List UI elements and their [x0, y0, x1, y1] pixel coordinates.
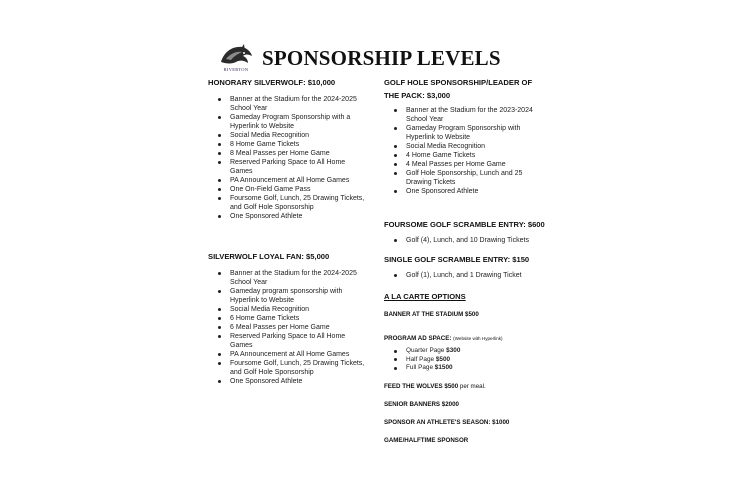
list-item	[406, 347, 549, 356]
ad-option-label: Quarter Page	[406, 347, 445, 354]
feed-option	[384, 382, 549, 391]
list-item: Social Media Recognition	[406, 142, 549, 151]
list-item: One On-Field Game Pass	[230, 185, 368, 194]
ad-option-label: Half Page	[406, 355, 435, 363]
list-item: 8 Meal Passes per Home Game	[230, 149, 368, 158]
foursome-list	[384, 236, 549, 245]
program-ad-label	[384, 334, 549, 343]
foursome-heading: FOURSOME GOLF SCRAMBLE ENTRY: $600	[384, 220, 545, 229]
golf-hole-heading-line2: THE PACK: $3,000	[384, 91, 451, 100]
loyal-section	[208, 252, 368, 386]
list-item: Gameday Program Sponsorship with Hyperlink to Website	[406, 124, 549, 142]
golf-hole-list	[384, 106, 549, 196]
list-item: 6 Meal Passes per Home Game	[230, 323, 368, 332]
list-item: Social Media Recognition	[230, 305, 368, 314]
program-ad-note: (Website with Hyperlink)	[453, 336, 503, 341]
right-column	[384, 78, 549, 445]
list-item: Banner at the Stadium for the 2023-2024 School Year	[406, 106, 549, 124]
ad-option-price: $300	[446, 347, 461, 354]
loyal-heading: SILVERWOLF LOYAL FAN: $5,000	[208, 252, 330, 261]
list-item: Foursome Golf, Lunch, 25 Drawing Tickets, and Golf Hole Sponsorship	[230, 194, 368, 212]
list-item: 6 Home Game Tickets	[230, 314, 368, 323]
list-item: Banner at the Stadium for the 2024-2025 School Year	[230, 95, 368, 113]
banner-option: BANNER AT THE STADIUM $500	[384, 311, 479, 318]
honorary-section	[208, 78, 368, 221]
list-item: Golf (1), Lunch, and 1 Drawing Ticket	[406, 271, 549, 280]
golf-hole-heading-line1: GOLF HOLE SPONSORSHIP/LEADER OF	[384, 78, 533, 87]
ad-options-list	[384, 347, 549, 373]
list-item	[406, 364, 549, 373]
list-item: PA Announcement at All Home Games	[230, 176, 368, 185]
list-item: PA Announcement at All Home Games	[230, 350, 368, 359]
list-item: Reserved Parking Space to All Home Games	[230, 158, 368, 176]
list-item: 8 Home Game Tickets	[230, 140, 368, 149]
list-item: One Sponsored Athlete	[406, 187, 549, 196]
list-item	[406, 356, 549, 365]
ad-option-label: Full Page	[406, 364, 433, 371]
loyal-list	[208, 269, 368, 386]
list-item: Gameday Program Sponsorship with a Hyperlink to Website	[230, 113, 368, 131]
list-item: One Sponsored Athlete	[230, 377, 368, 386]
senior-banner-option: SENIOR BANNERS $2000	[384, 400, 459, 408]
ad-option-price: $500	[435, 355, 451, 363]
list-item: Golf (4), Lunch, and 10 Drawing Tickets	[406, 236, 549, 245]
left-column	[208, 78, 368, 386]
athlete-option: SPONSOR AN ATHLETE'S SEASON: $1000	[384, 418, 510, 426]
list-item: Banner at the Stadium for the 2024-2025 School Year	[230, 269, 368, 287]
feed-label: FEED THE WOLVES $500	[384, 382, 459, 390]
single-section	[384, 255, 549, 280]
list-item: 4 Home Game Tickets	[406, 151, 549, 160]
ad-option-price: $1500	[434, 364, 453, 371]
honorary-heading: HONORARY SILVERWOLF: $10,000	[208, 78, 336, 87]
page-title: SPONSORSHIP LEVELS	[262, 46, 501, 70]
alacarte-heading: A LA CARTE OPTIONS	[384, 292, 466, 301]
single-heading: SINGLE GOLF SCRAMBLE ENTRY: $150	[384, 255, 530, 264]
honorary-list	[208, 95, 368, 221]
list-item: Golf Hole Sponsorship, Lunch and 25 Drawing Tickets	[406, 169, 549, 187]
gameday-option: GAME/HALFTIME SPONSOR	[384, 436, 469, 444]
feed-suffix: per meal.	[459, 382, 486, 390]
list-item: Social Media Recognition	[230, 131, 368, 140]
program-ad-title: PROGRAM AD SPACE:	[384, 335, 452, 342]
single-list	[384, 271, 549, 280]
golf-hole-section	[384, 78, 549, 196]
alacarte-section	[384, 292, 549, 445]
list-item: Reserved Parking Space to All Home Games	[230, 332, 368, 350]
logo-text: RIVERTON	[223, 67, 249, 72]
list-item: One Sponsored Athlete	[230, 212, 368, 221]
list-item: 4 Meal Passes per Home Game	[406, 160, 549, 169]
list-item: Gameday program sponsorship with Hyperlink to Website	[230, 287, 368, 305]
list-item: Foursome Golf, Lunch, 25 Drawing Tickets, and Golf Hole Sponsorship	[230, 359, 368, 377]
foursome-section	[384, 220, 549, 245]
